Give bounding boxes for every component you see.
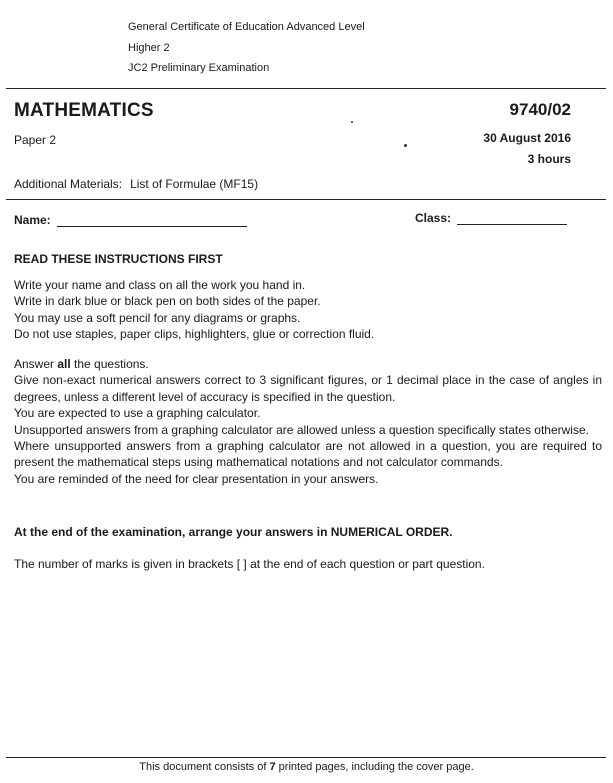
class-label: Class:	[415, 211, 452, 225]
class-field[interactable]	[415, 211, 567, 225]
instruction-line: You may use a soft pencil for any diagrams or graphs.	[14, 310, 301, 325]
instruction-line: Write your name and class on all the work you hand in.	[14, 278, 306, 292]
instructions-group-2	[14, 356, 602, 487]
middle-divider	[6, 199, 606, 200]
numerical-order-note: At the end of the examination, arrange your answers in NUMERICAL ORDER.	[14, 525, 453, 539]
scan-speck	[351, 121, 353, 123]
marks-note: The number of marks is given in brackets [ ] at the end of each question or part question.	[14, 557, 485, 571]
page-count: 7	[269, 761, 276, 773]
answer-all-line: Answer all the questions.	[14, 357, 149, 371]
paper-number: Paper 2	[14, 133, 57, 147]
instruction-line: Where unsupported answers from a graphing calculator are not allowed in a question, you are required to present the mathematical steps using mathematical notations and not calculator commands.	[14, 439, 602, 470]
header-line-exam: JC2 Preliminary Examination	[128, 62, 270, 74]
instruction-line: You are reminded of the need for clear presentation in your answers.	[14, 471, 379, 486]
top-divider	[6, 88, 606, 89]
instructions-group-1	[14, 277, 602, 343]
instruction-line: Write in dark blue or black pen on both sides of the paper.	[14, 294, 321, 309]
additional-materials-label: Additional Materials:	[14, 177, 123, 191]
subject-code: 9740/02	[509, 100, 571, 119]
name-underline[interactable]	[57, 214, 247, 227]
header-line-certificate: General Certificate of Education Advanced Level	[128, 21, 365, 33]
exam-duration: 3 hours	[527, 152, 571, 166]
class-underline[interactable]	[457, 212, 567, 225]
instruction-line: Give non-exact numerical answers correct to 3 significant figures, or 1 decimal place in the case of angles in degrees, unless a different level of accuracy is specified in the question.	[14, 373, 602, 404]
bottom-divider	[6, 757, 606, 758]
header-line-level: Higher 2	[128, 42, 170, 54]
additional-materials	[14, 177, 258, 191]
instruction-line: Do not use staples, paper clips, highlighters, glue or correction fluid.	[14, 327, 375, 342]
exam-date: 30 August 2016	[483, 131, 571, 145]
instructions-heading: READ THESE INSTRUCTIONS FIRST	[14, 252, 223, 266]
subject-title: MATHEMATICS	[14, 100, 154, 121]
instruction-line: You are expected to use a graphing calculator.	[14, 406, 261, 421]
name-label: Name:	[14, 213, 51, 227]
scan-speck	[404, 144, 407, 147]
name-field[interactable]	[14, 213, 247, 227]
additional-materials-value: List of Formulae (MF15)	[130, 177, 259, 191]
page-count-footer: This document consists of 7 printed pages, including the cover page.	[139, 761, 474, 773]
answer-all-emphasis: all	[57, 357, 71, 371]
instruction-line: Unsupported answers from a graphing calculator are allowed unless a question specifically states otherwise.	[14, 422, 589, 437]
